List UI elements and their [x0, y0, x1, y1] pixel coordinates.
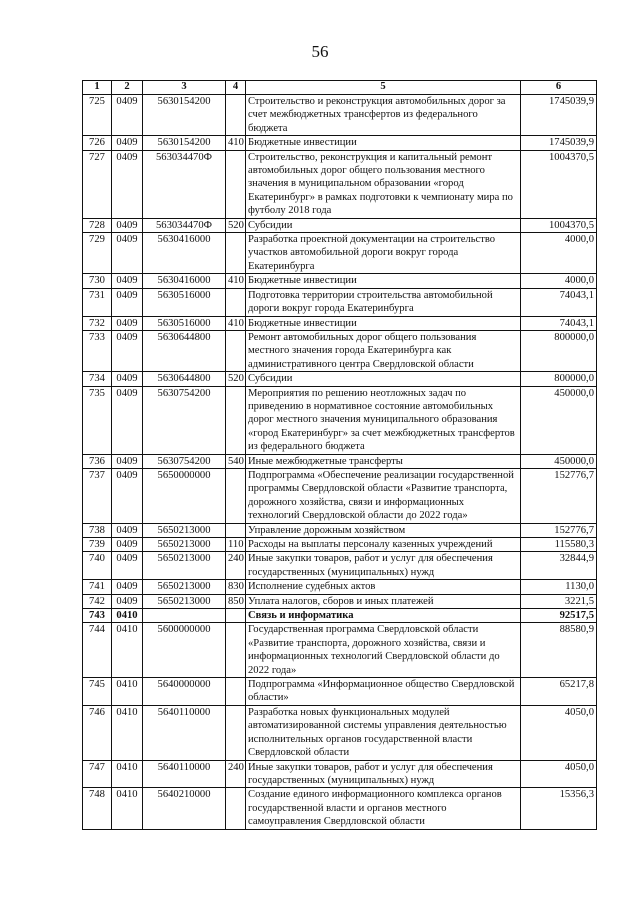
- target-code-cell: 5640000000: [143, 678, 226, 706]
- target-code-cell: 5650000000: [143, 468, 226, 523]
- expense-type-cell: 540: [226, 454, 246, 468]
- row-number-cell: 729: [83, 233, 112, 274]
- table-row: [83, 609, 597, 623]
- description-cell: Подпрограмма «Обеспечение реализации государственной программы Свердловской области «Развитие транспорта, дорожного хозяйства, связи и информационных технологий Свердловской области до 2022 года»: [246, 468, 521, 523]
- amount-cell: 4000,0: [521, 274, 597, 288]
- budget-table: [82, 80, 597, 830]
- row-number-cell: 736: [83, 454, 112, 468]
- description-cell: Подпрограмма «Информационное общество Свердловской области»: [246, 678, 521, 706]
- expense-type-cell: [226, 288, 246, 316]
- section-code-cell: 0410: [112, 678, 143, 706]
- row-number-cell: 735: [83, 386, 112, 454]
- expense-type-cell: [226, 330, 246, 371]
- table-row: [83, 330, 597, 371]
- target-code-cell: [143, 609, 226, 623]
- section-code-cell: 0409: [112, 372, 143, 386]
- header-cell: 6: [521, 81, 597, 95]
- description-cell: Расходы на выплаты персоналу казенных учреждений: [246, 538, 521, 552]
- target-code-cell: 5630644800: [143, 372, 226, 386]
- table-row: [83, 705, 597, 760]
- amount-cell: 3221,5: [521, 594, 597, 608]
- row-number-cell: 739: [83, 538, 112, 552]
- row-number-cell: 732: [83, 316, 112, 330]
- amount-cell: 92517,5: [521, 609, 597, 623]
- section-code-cell: 0410: [112, 623, 143, 678]
- amount-cell: 1004370,5: [521, 218, 597, 232]
- amount-cell: 4050,0: [521, 705, 597, 760]
- target-code-cell: 563034470Ф: [143, 150, 226, 218]
- section-code-cell: 0409: [112, 468, 143, 523]
- table-row: [83, 288, 597, 316]
- target-code-cell: 5630416000: [143, 274, 226, 288]
- row-number-cell: 742: [83, 594, 112, 608]
- amount-cell: 1004370,5: [521, 150, 597, 218]
- row-number-cell: 734: [83, 372, 112, 386]
- table-row: [83, 372, 597, 386]
- description-cell: Подготовка территории строительства автомобильной дороги вокруг города Екатеринбурга: [246, 288, 521, 316]
- description-cell: Ремонт автомобильных дорог общего пользования местного значения города Екатеринбурга как административного центра Свердловской области: [246, 330, 521, 371]
- section-code-cell: 0410: [112, 788, 143, 829]
- table-row: [83, 538, 597, 552]
- table-row: [83, 788, 597, 829]
- table-row: [83, 623, 597, 678]
- table-row: [83, 150, 597, 218]
- table-row: [83, 316, 597, 330]
- description-cell: Разработка новых функциональных модулей автоматизированной системы управления деятельностью исполнительных органов государственной власти Свердловской области: [246, 705, 521, 760]
- expense-type-cell: [226, 95, 246, 136]
- table-row: [83, 594, 597, 608]
- description-cell: Субсидии: [246, 218, 521, 232]
- expense-type-cell: [226, 468, 246, 523]
- section-code-cell: 0409: [112, 523, 143, 537]
- expense-type-cell: 520: [226, 372, 246, 386]
- table-row: [83, 468, 597, 523]
- target-code-cell: 5630416000: [143, 233, 226, 274]
- expense-type-cell: 410: [226, 274, 246, 288]
- description-cell: Уплата налогов, сборов и иных платежей: [246, 594, 521, 608]
- target-code-cell: 5650213000: [143, 594, 226, 608]
- description-cell: Бюджетные инвестиции: [246, 316, 521, 330]
- target-code-cell: 5630754200: [143, 386, 226, 454]
- section-code-cell: 0409: [112, 288, 143, 316]
- description-cell: Субсидии: [246, 372, 521, 386]
- amount-cell: 450000,0: [521, 386, 597, 454]
- table-row: [83, 218, 597, 232]
- expense-type-cell: [226, 609, 246, 623]
- expense-type-cell: [226, 386, 246, 454]
- row-number-cell: 748: [83, 788, 112, 829]
- section-code-cell: 0409: [112, 580, 143, 594]
- expense-type-cell: 410: [226, 136, 246, 150]
- target-code-cell: 5650213000: [143, 552, 226, 580]
- target-code-cell: 5650213000: [143, 523, 226, 537]
- row-number-cell: 730: [83, 274, 112, 288]
- expense-type-cell: 850: [226, 594, 246, 608]
- amount-cell: 88580,9: [521, 623, 597, 678]
- table-row: [83, 136, 597, 150]
- section-code-cell: 0410: [112, 705, 143, 760]
- header-cell: 4: [226, 81, 246, 95]
- amount-cell: 32844,9: [521, 552, 597, 580]
- target-code-cell: 5650213000: [143, 580, 226, 594]
- target-code-cell: 5630516000: [143, 316, 226, 330]
- header-row: [83, 81, 597, 95]
- amount-cell: 800000,0: [521, 330, 597, 371]
- row-number-cell: 741: [83, 580, 112, 594]
- description-cell: Управление дорожным хозяйством: [246, 523, 521, 537]
- section-code-cell: 0409: [112, 136, 143, 150]
- description-cell: Государственная программа Свердловской области «Развитие транспорта, дорожного хозяйства, связи и информационных технологий Свердловской области до 2022 года»: [246, 623, 521, 678]
- amount-cell: 152776,7: [521, 523, 597, 537]
- expense-type-cell: 240: [226, 552, 246, 580]
- table-row: [83, 233, 597, 274]
- description-cell: Бюджетные инвестиции: [246, 274, 521, 288]
- table-row: [83, 454, 597, 468]
- target-code-cell: 5640110000: [143, 760, 226, 788]
- amount-cell: 152776,7: [521, 468, 597, 523]
- amount-cell: 1745039,9: [521, 95, 597, 136]
- amount-cell: 1130,0: [521, 580, 597, 594]
- description-cell: Иные закупки товаров, работ и услуг для обеспечения государственных (муниципальных) нужд: [246, 552, 521, 580]
- row-number-cell: 726: [83, 136, 112, 150]
- description-cell: Связь и информатика: [246, 609, 521, 623]
- section-code-cell: 0409: [112, 150, 143, 218]
- row-number-cell: 747: [83, 760, 112, 788]
- row-number-cell: 733: [83, 330, 112, 371]
- description-cell: Строительство, реконструкция и капитальный ремонт автомобильных дорог общего пользования местного значения в муниципальном образовании «город Екатеринбург» в рамках подготовки к чемпионату мира по футболу 2018 года: [246, 150, 521, 218]
- section-code-cell: 0409: [112, 454, 143, 468]
- target-code-cell: 5630154200: [143, 95, 226, 136]
- section-code-cell: 0409: [112, 330, 143, 371]
- expense-type-cell: 240: [226, 760, 246, 788]
- header-cell: 2: [112, 81, 143, 95]
- expense-type-cell: [226, 788, 246, 829]
- expense-type-cell: 410: [226, 316, 246, 330]
- table-row: [83, 274, 597, 288]
- target-code-cell: 5600000000: [143, 623, 226, 678]
- description-cell: Исполнение судебных актов: [246, 580, 521, 594]
- row-number-cell: 743: [83, 609, 112, 623]
- description-cell: Иные межбюджетные трансферты: [246, 454, 521, 468]
- row-number-cell: 728: [83, 218, 112, 232]
- description-cell: Разработка проектной документации на строительство участков автомобильной дороги вокруг города Екатеринбурга: [246, 233, 521, 274]
- table-row: [83, 580, 597, 594]
- amount-cell: 74043,1: [521, 288, 597, 316]
- section-code-cell: 0409: [112, 552, 143, 580]
- table-row: [83, 760, 597, 788]
- section-code-cell: 0409: [112, 218, 143, 232]
- target-code-cell: 5650213000: [143, 538, 226, 552]
- row-number-cell: 746: [83, 705, 112, 760]
- section-code-cell: 0409: [112, 386, 143, 454]
- table-row: [83, 95, 597, 136]
- expense-type-cell: [226, 623, 246, 678]
- target-code-cell: 5640110000: [143, 705, 226, 760]
- row-number-cell: 745: [83, 678, 112, 706]
- section-code-cell: 0410: [112, 760, 143, 788]
- amount-cell: 800000,0: [521, 372, 597, 386]
- header-cell: 3: [143, 81, 226, 95]
- amount-cell: 65217,8: [521, 678, 597, 706]
- section-code-cell: 0409: [112, 316, 143, 330]
- expense-type-cell: 830: [226, 580, 246, 594]
- section-code-cell: 0409: [112, 95, 143, 136]
- expense-type-cell: [226, 233, 246, 274]
- amount-cell: 4050,0: [521, 760, 597, 788]
- target-code-cell: 5630516000: [143, 288, 226, 316]
- row-number-cell: 725: [83, 95, 112, 136]
- target-code-cell: 5630754200: [143, 454, 226, 468]
- row-number-cell: 738: [83, 523, 112, 537]
- expense-type-cell: 110: [226, 538, 246, 552]
- amount-cell: 15356,3: [521, 788, 597, 829]
- amount-cell: 4000,0: [521, 233, 597, 274]
- expense-type-cell: [226, 678, 246, 706]
- expense-type-cell: [226, 150, 246, 218]
- section-code-cell: 0410: [112, 609, 143, 623]
- amount-cell: 450000,0: [521, 454, 597, 468]
- target-code-cell: 5640210000: [143, 788, 226, 829]
- table-row: [83, 552, 597, 580]
- description-cell: Строительство и реконструкция автомобильных дорог за счет межбюджетных трансфертов из федерального бюджета: [246, 95, 521, 136]
- row-number-cell: 727: [83, 150, 112, 218]
- section-code-cell: 0409: [112, 233, 143, 274]
- amount-cell: 1745039,9: [521, 136, 597, 150]
- table-row: [83, 386, 597, 454]
- target-code-cell: 563034470Ф: [143, 218, 226, 232]
- page-number: 56: [311, 42, 329, 61]
- expense-type-cell: [226, 523, 246, 537]
- table-row: [83, 678, 597, 706]
- amount-cell: 74043,1: [521, 316, 597, 330]
- section-code-cell: 0409: [112, 594, 143, 608]
- description-cell: Создание единого информационного комплекса органов государственной власти и органов местного самоуправления Свердловской области: [246, 788, 521, 829]
- amount-cell: 115580,3: [521, 538, 597, 552]
- row-number-cell: 737: [83, 468, 112, 523]
- header-cell: 1: [83, 81, 112, 95]
- target-code-cell: 5630644800: [143, 330, 226, 371]
- target-code-cell: 5630154200: [143, 136, 226, 150]
- description-cell: Мероприятия по решению неотложных задач по приведению в нормативное состояние автомобильных дорог местного значения муниципального образования «город Екатеринбург» за счет межбюджетных трансфертов из федерального бюджета: [246, 386, 521, 454]
- expense-type-cell: 520: [226, 218, 246, 232]
- description-cell: Иные закупки товаров, работ и услуг для обеспечения государственных (муниципальных) нужд: [246, 760, 521, 788]
- expense-type-cell: [226, 705, 246, 760]
- row-number-cell: 740: [83, 552, 112, 580]
- description-cell: Бюджетные инвестиции: [246, 136, 521, 150]
- row-number-cell: 731: [83, 288, 112, 316]
- section-code-cell: 0409: [112, 538, 143, 552]
- section-code-cell: 0409: [112, 274, 143, 288]
- header-cell: 5: [246, 81, 521, 95]
- row-number-cell: 744: [83, 623, 112, 678]
- table-row: [83, 523, 597, 537]
